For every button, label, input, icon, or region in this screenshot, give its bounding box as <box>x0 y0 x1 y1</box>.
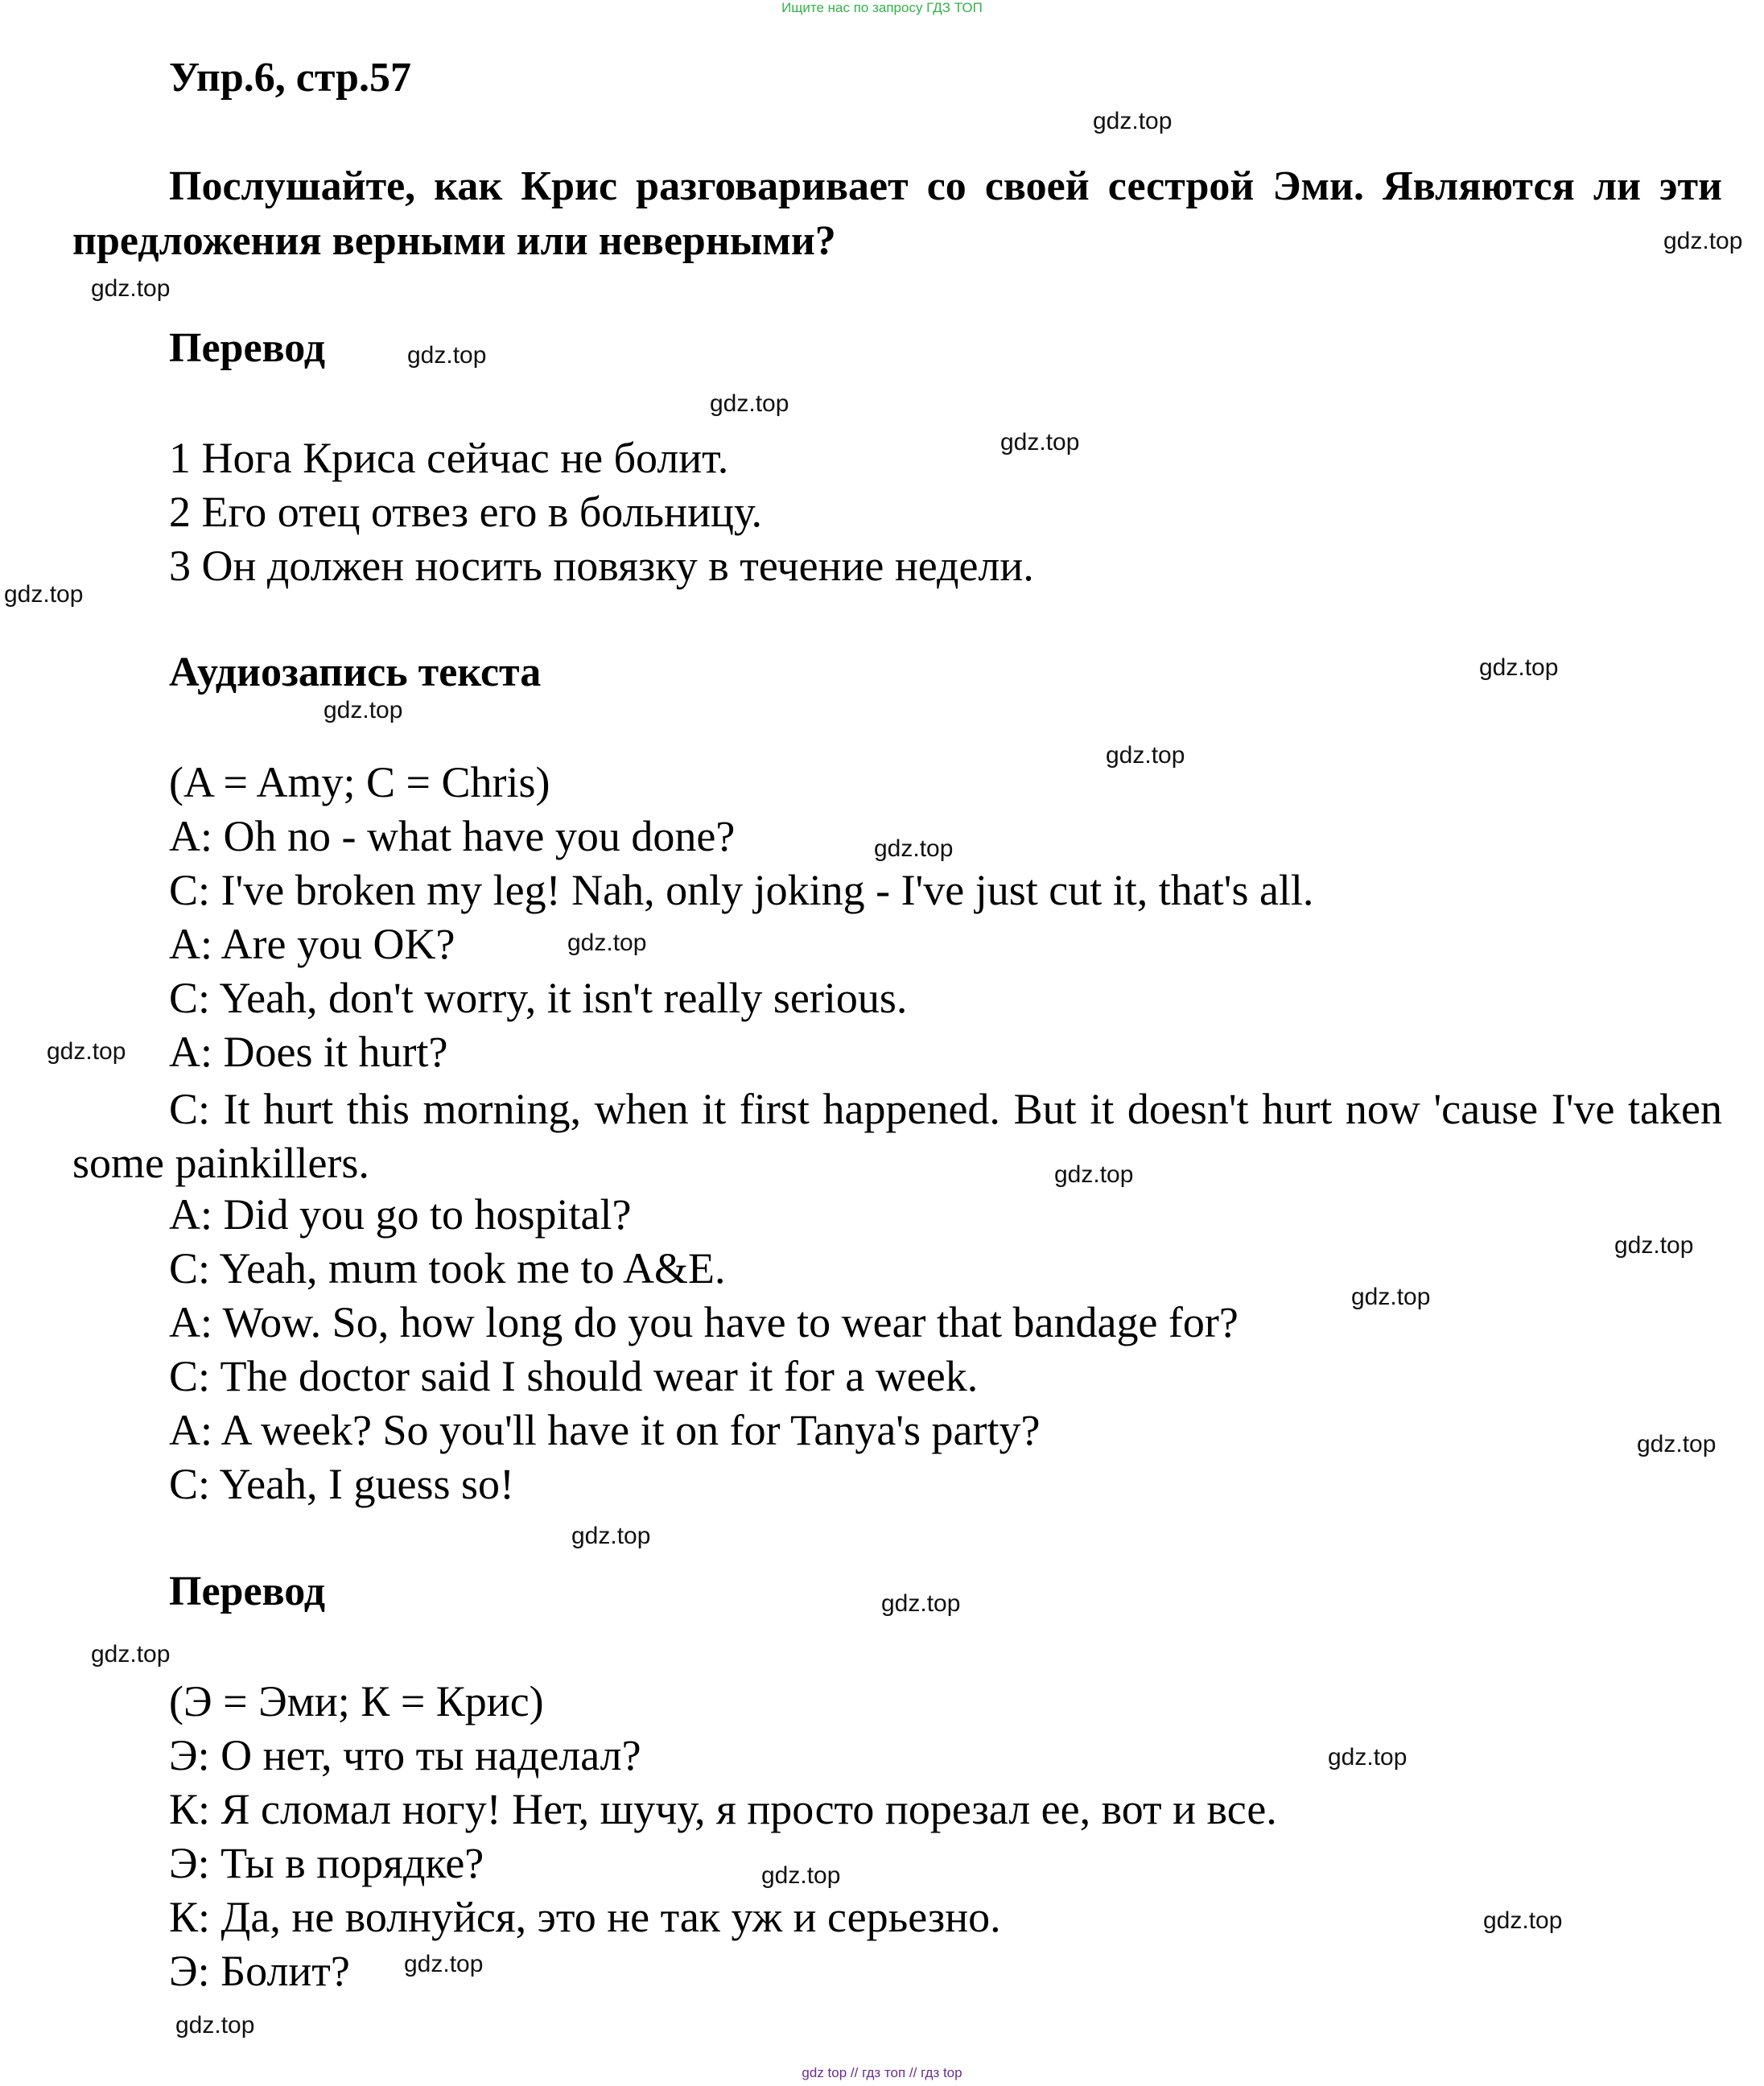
watermark: gdz.top <box>571 1523 651 1549</box>
dialogue-translation-line: (Э = Эми; К = Крис) <box>169 1677 544 1725</box>
dialogue-translation-line: К: Да, не волнуйся, это не так уж и серьезно. <box>169 1893 1001 1941</box>
watermark: gdz.top <box>175 2012 255 2039</box>
dialogue-line: A: A week? So you'll have it on for Tanya's party? <box>169 1406 1041 1454</box>
dialogue-line: (A = Amy; C = Chris) <box>169 758 550 806</box>
watermark: gdz.top <box>881 1590 961 1617</box>
statement: 1 Нога Криса сейчас не болит. <box>169 434 729 482</box>
dialogue-translation-line: К: Я сломал ногу! Нет, шучу, я просто порезал ее, вот и все. <box>169 1785 1277 1833</box>
watermark: gdz.top <box>1479 654 1559 681</box>
watermark: gdz.top <box>1614 1232 1694 1259</box>
watermark: gdz.top <box>407 342 487 369</box>
watermark: gdz.top <box>1483 1907 1563 1934</box>
dialogue-line: A: Wow. So, how long do you have to wear that bandage for? <box>169 1298 1239 1346</box>
dialogue-line: C: I've broken my leg! Nah, only joking - I've just cut it, that's all. <box>169 866 1314 914</box>
dialogue-line: C: Yeah, mum took me to A&E. <box>169 1244 726 1292</box>
watermark: gdz.top <box>1663 228 1743 254</box>
dialogue-line: A: Oh no - what have you done? <box>169 812 736 860</box>
watermark: gdz.top <box>1000 429 1080 456</box>
watermark: gdz.top <box>874 835 954 862</box>
task-text: Послушайте, как Крис разговаривает со своей сестрой Эми. Являются ли эти предложения верными или неверными? <box>72 163 1722 264</box>
watermark: gdz.top <box>761 1862 841 1889</box>
footer-note: gdz top // гдз топ // гдз top <box>802 2065 962 2080</box>
dialogue-line: A: Does it hurt? <box>169 1028 448 1076</box>
exercise-title: Упр.6, стр.57 <box>169 55 411 101</box>
statement: 2 Его отец отвез его в больницу. <box>169 488 762 536</box>
watermark: gdz.top <box>710 390 789 417</box>
translation-heading: Перевод <box>169 325 326 371</box>
watermark: gdz.top <box>1637 1431 1717 1457</box>
dialogue-line: C: Yeah, don't worry, it isn't really serious. <box>169 974 908 1022</box>
dialogue-translation-line: Э: О нет, что ты наделал? <box>169 1731 641 1779</box>
watermark: gdz.top <box>47 1038 126 1065</box>
watermark: gdz.top <box>324 697 403 724</box>
watermark: gdz.top <box>1351 1284 1431 1310</box>
watermark: gdz.top <box>1093 108 1173 134</box>
watermark: gdz.top <box>404 1951 484 1977</box>
watermark: gdz.top <box>1106 742 1185 769</box>
audio-heading: Аудиозапись текста <box>169 649 542 695</box>
watermark: gdz.top <box>567 930 647 956</box>
dialogue-line: C: It hurt this morning, when it first happened. But it doesn't hurt now 'cause I've taken some painkillers. <box>72 1085 1722 1187</box>
watermark: gdz.top <box>4 581 84 608</box>
dialogue-translation-line: Э: Ты в порядке? <box>169 1839 484 1887</box>
statement: 3 Он должен носить повязку в течение недели. <box>169 542 1034 590</box>
dialogue-line: C: Yeah, I guess so! <box>169 1460 515 1508</box>
dialogue-line: C: The doctor said I should wear it for a week. <box>169 1352 979 1400</box>
dialogue-line: A: Are you OK? <box>169 920 455 968</box>
watermark: gdz.top <box>1328 1744 1407 1771</box>
watermark: gdz.top <box>91 275 171 302</box>
dialogue-line: A: Did you go to hospital? <box>169 1190 632 1239</box>
dialogue-translation-line: Э: Болит? <box>169 1947 350 1995</box>
top-search-note: Ищите нас по запросу ГДЗ ТОП <box>781 0 983 15</box>
watermark: gdz.top <box>91 1641 171 1668</box>
watermark: gdz.top <box>1054 1161 1134 1188</box>
translation-heading: Перевод <box>169 1569 326 1614</box>
